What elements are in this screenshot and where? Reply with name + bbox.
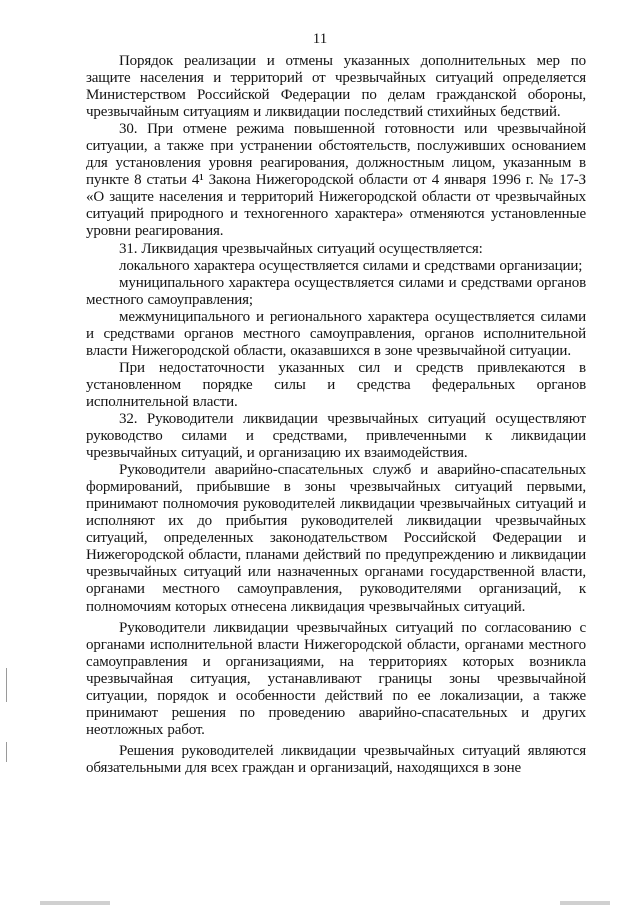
paragraph-zone-boundaries: Руководители ликвидации чрезвычайных ситуаций по согласованию с органами исполнительной власти Нижегородской области, органами местного самоуправления и организациями, на территориях которых возникла чрезвычайная ситуация, устанавливают границы зоны чрезвычайной ситуации, порядок и особенности действий по ее локализации, а также принимают решения по проведению аварийно-спасательных и других неотложных работ. [86, 619, 586, 738]
paragraph-measures-order: Порядок реализации и отмены указанных дополнительных мер по защите населения и территорий от чрезвычайных ситуаций определяется Министерством Российской Федерации по делам гражданской обороны, чрезвычайным ситуациям и ликвидации последствий стихийных бедствий. [86, 53, 586, 121]
scan-margin-mark [6, 668, 7, 702]
paragraph-32: 32. Руководители ликвидации чрезвычайных ситуаций осуществляют руководство силами и средствами, привлеченными к ликвидации чрезвычайных ситуаций, и организацию их взаимодействия. [86, 410, 586, 462]
paragraph-municipal-level: муниципального характера осуществляется силами и средствами органов местного самоуправления; [86, 274, 586, 308]
paragraph-regional-level: межмуниципального и регионального характера осуществляется силами и средствами органов местного самоуправления, органов исполнительной власти Нижегородской области, оказавшихся в зоне чрезвычайной ситуации. [86, 308, 586, 359]
scan-bottom-artifact [560, 901, 610, 905]
document-body [86, 53, 586, 777]
paragraph-30: 30. При отмене режима повышенной готовности или чрезвычайной ситуации, а также при устранении обстоятельств, послуживших основанием для установления уровня реагирования, должностным лицом, указанным в пункте 8 статьи 4¹ Закона Нижегородской области от 4 января 1996 г. № 17-З «О защите населения и территорий Нижегородской области от чрезвычайных ситуаций природного и техногенного характера» отменяются установленные уровни реагирования. [86, 121, 586, 240]
paragraph-local-level: локального характера осуществляется силами и средствами организации; [119, 257, 583, 274]
paragraph-binding-decisions: Решения руководителей ликвидации чрезвычайных ситуаций являются обязательными для всех граждан и организаций, находящихся в зоне [86, 742, 586, 776]
scan-bottom-artifact [40, 901, 110, 905]
paragraph-31: 31. Ликвидация чрезвычайных ситуаций осуществляется: [119, 240, 483, 257]
paragraph-rescue-leaders: Руководители аварийно-спасательных служб и аварийно-спасательных формирований, прибывшие в зоны чрезвычайных ситуаций первыми, принимают полномочия руководителей ликвидации чрезвычайных ситуаций и исполняют их до прибытия руководителей ликвидации чрезвычайных ситуаций, определенных законодательством Российской Федерации и Нижегородской области, планами действий по предупреждению и ликвидации чрезвычайных ситуаций или назначенных органами государственной власти, органами местного самоуправления, руководителями организаций, к полномочиям которых отнесена ликвидация чрезвычайных ситуаций. [86, 462, 586, 615]
paragraph-insufficient-forces: При недостаточности указанных сил и средств привлекаются в установленном порядке силы и средства федеральных органов исполнительной власти. [86, 359, 586, 410]
page-number: 11 [312, 31, 328, 47]
scan-margin-mark [6, 742, 7, 762]
